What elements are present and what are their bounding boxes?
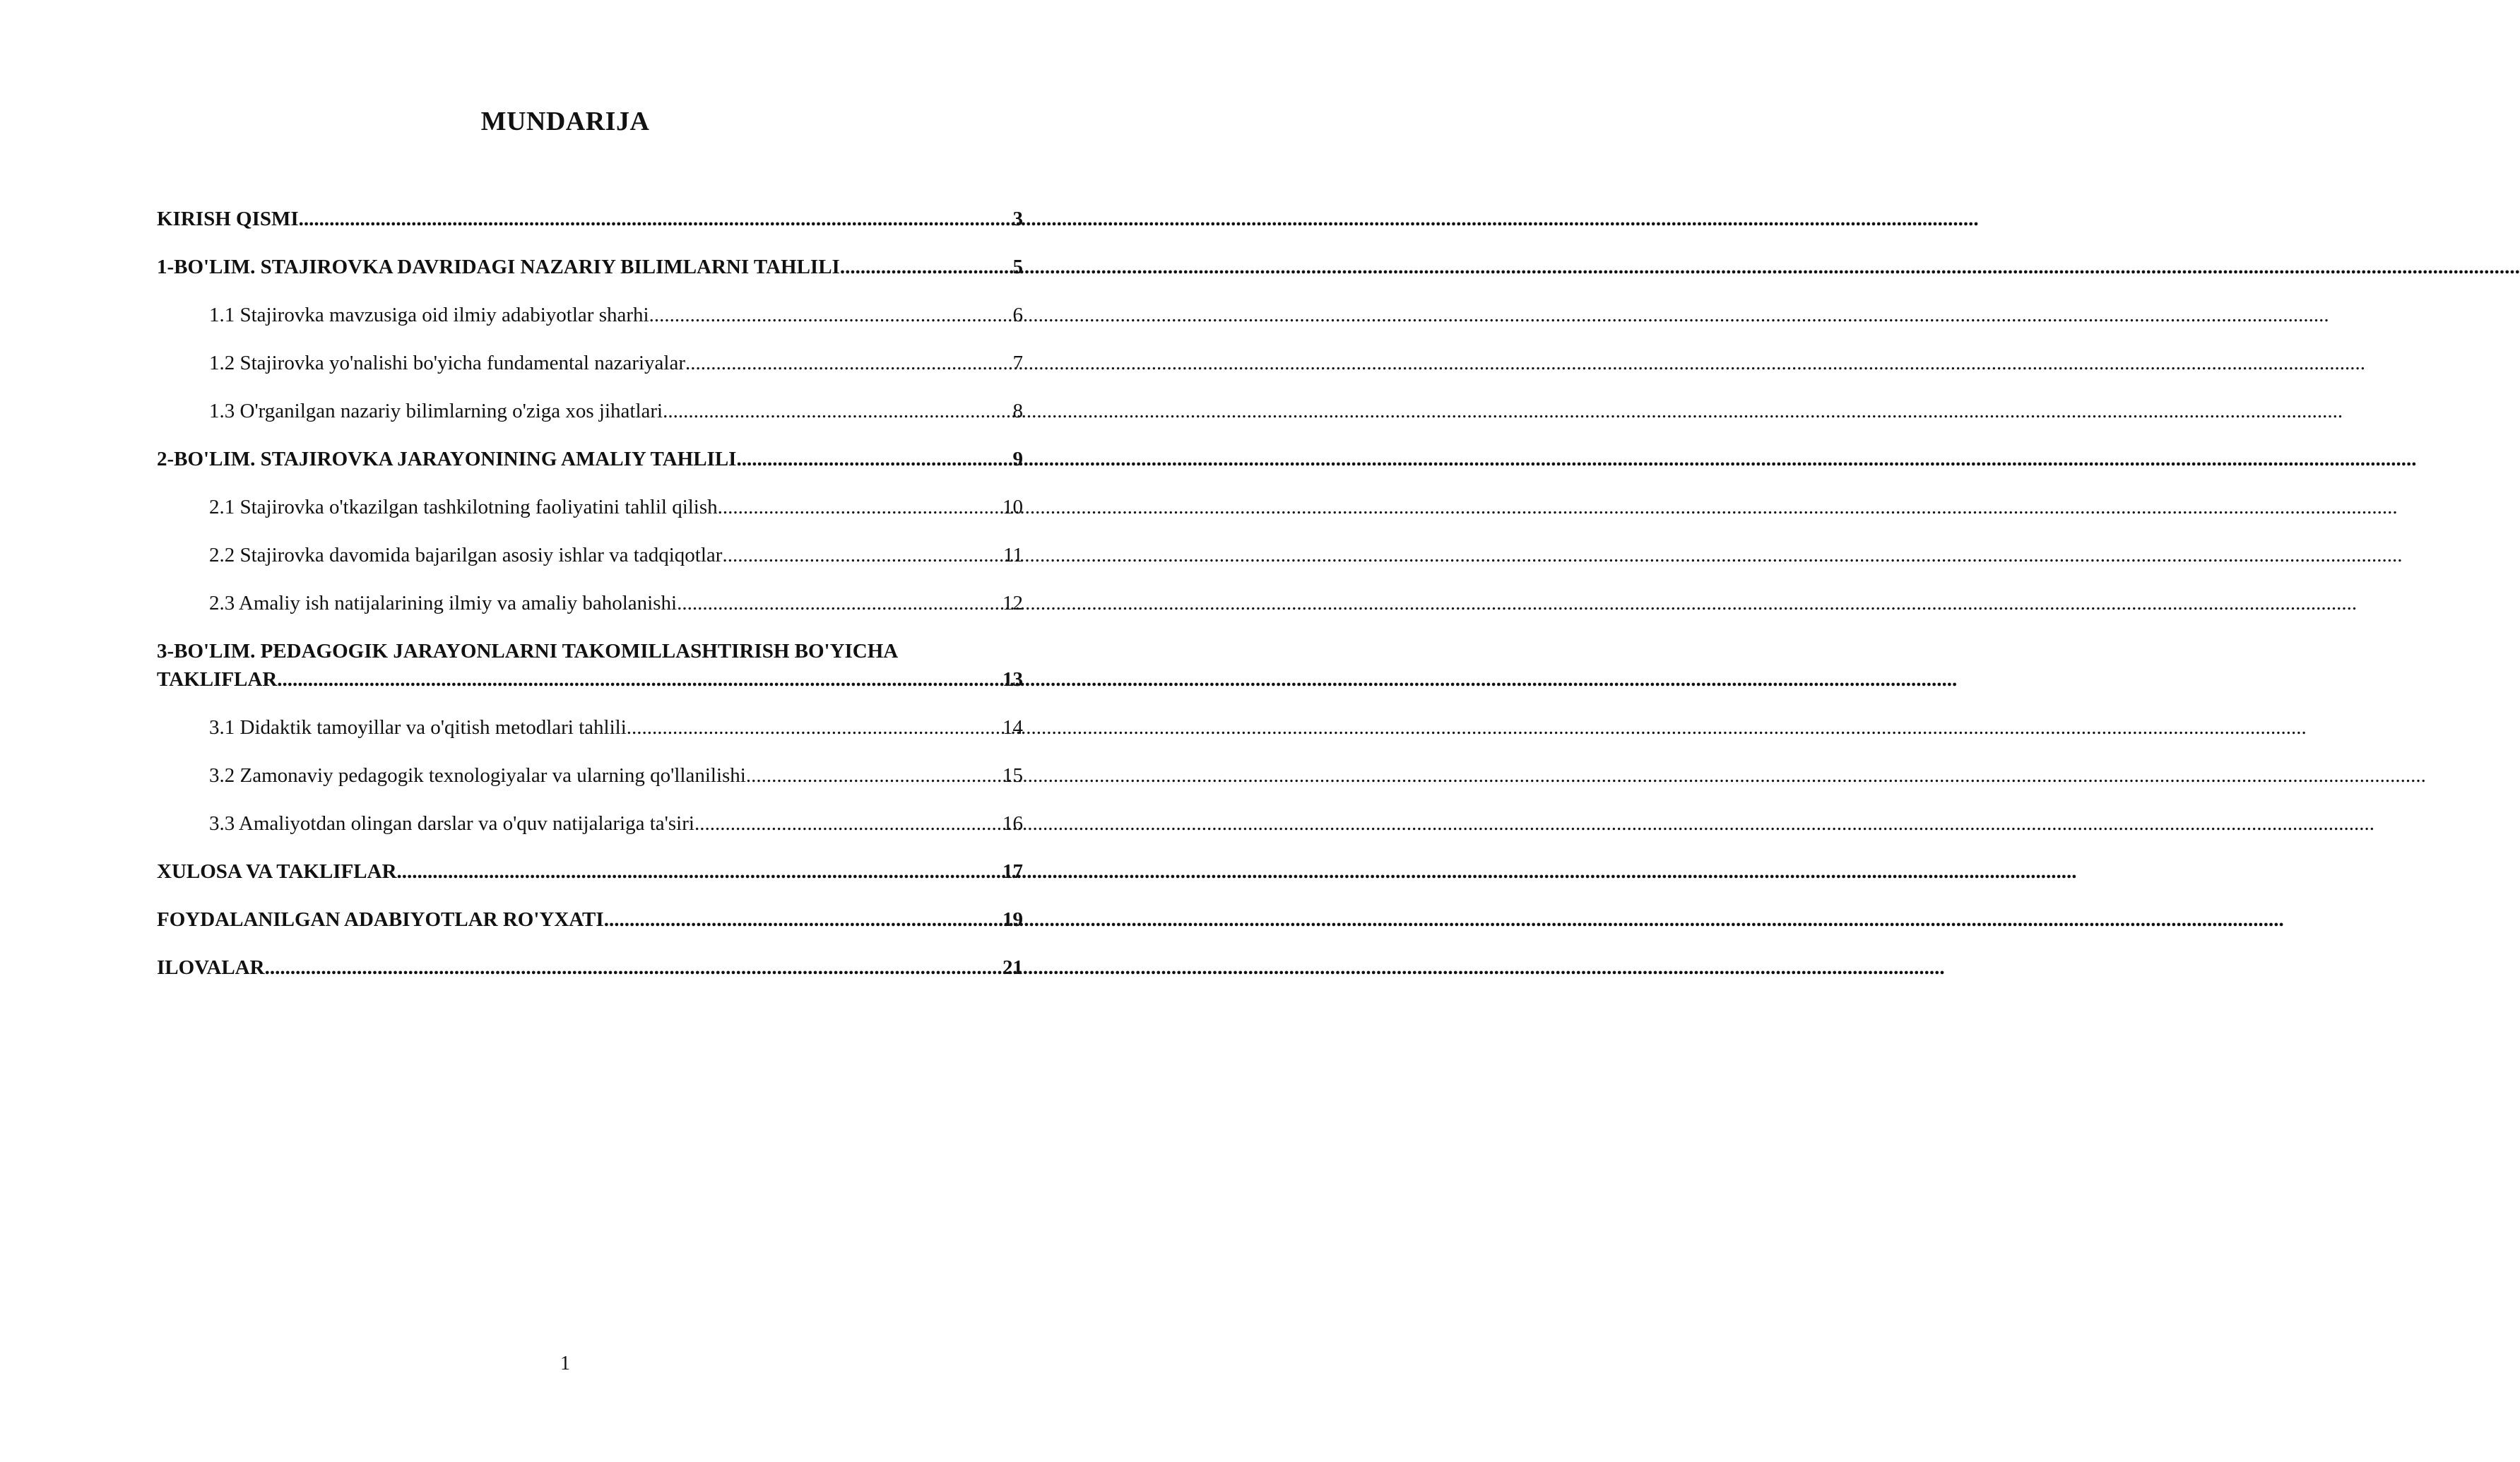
toc-entry-label: 2-BO'LIM. STAJIROVKA JARAYONINING AMALIY TAHLILI [157,448,737,470]
toc-entry-label: 2.1 Stajirovka o'tkazilgan tashkilotning faoliyatini tahlil qilish [209,496,718,518]
toc-entry-label: 3.3 Amaliyotdan olingan darslar va o'quv natijalariga ta'siri [209,812,694,835]
toc-entry-chapter-3[interactable] [157,637,1023,694]
toc-entry-page: 15 [1002,764,1023,787]
toc-leader-dots [694,809,1001,838]
toc-entry-section-2-1[interactable] [157,493,1023,521]
toc-leader-dots [746,761,1001,790]
toc-entry-section-1-1[interactable] [157,301,1023,329]
toc-entry-page: 6 [1012,304,1023,326]
toc-leader-dots [718,493,1001,521]
toc-leader-dots [627,713,1001,742]
toc-entry-page: 11 [1003,544,1023,566]
page-title: MUNDARIJA [480,107,650,136]
page-number: 1 [560,1353,570,1374]
toc-entry-page: 17 [1002,860,1023,883]
toc-leader-dots [722,541,1002,569]
toc-leader-dots [397,857,1001,886]
toc-entry-page: 10 [1002,496,1023,518]
toc-entry-conclusion[interactable] [157,857,1023,886]
toc-entry-section-3-2[interactable] [157,761,1023,790]
toc-entry-page: 19 [1002,908,1023,931]
toc-entry-page: 16 [1002,812,1023,835]
toc-entry-chapter-2[interactable] [157,445,1023,473]
toc-entry-page: 12 [1002,592,1023,614]
toc-entry-section-1-3[interactable] [157,397,1023,425]
toc-entry-kirish[interactable] [157,205,1023,233]
toc-entry-label: XULOSA VA TAKLIFLAR [157,860,397,883]
toc-entry-label: 1.3 O'rganilgan nazariy bilimlarning o'ziga xos jihatlari [209,400,663,422]
toc-entry-page: 5 [1012,256,1023,278]
toc-entry-label-line2: TAKLIFLAR [157,668,278,691]
toc-leader-dots [265,953,1001,982]
toc-leader-dots [663,397,1011,425]
toc-entry-section-1-2[interactable] [157,349,1023,377]
toc-entry-section-3-1[interactable] [157,713,1023,742]
toc-entry-label: ILOVALAR [157,956,265,979]
toc-entry-label: 1-BO'LIM. STAJIROVKA DAVRIDAGI NAZARIY BILIMLARNI TAHLILI [157,256,840,278]
toc-entry-page: 14 [1002,716,1023,739]
toc-leader-dots [277,665,1001,694]
toc-entry-label: 3.2 Zamonaviy pedagogik texnologiyalar va ularning qo'llanilishi [209,764,746,787]
toc-entry-chapter-1[interactable] [157,253,1023,281]
toc-leader-dots [299,205,1012,233]
toc-leader-dots [649,301,1012,329]
toc-entry-appendices[interactable] [157,953,1023,982]
toc-entry-label: 2.3 Amaliy ish natijalarining ilmiy va amaliy baholanishi [209,592,678,614]
toc-entry-label: 1.2 Stajirovka yo'nalishi bo'yicha fundamental nazariyalar [209,352,686,374]
toc-entry-page: 13 [1002,668,1023,691]
toc-entry-section-2-2[interactable] [157,541,1023,569]
toc-entry-section-3-3[interactable] [157,809,1023,838]
toc-leader-dots [736,445,1011,473]
toc-entry-page: 9 [1012,448,1023,470]
toc-entry-label: 2.2 Stajirovka davomida bajarilgan asosiy ishlar va tadqiqotlar [209,544,723,566]
toc-entry-page: 3 [1012,208,1023,230]
toc-entry-section-2-3[interactable] [157,589,1023,617]
table-of-contents [157,205,1023,1002]
toc-leader-dots [677,589,1001,617]
toc-entry-label: 1.1 Stajirovka mavzusiga oid ilmiy adabiyotlar sharhi [209,304,649,326]
toc-entry-page: 8 [1012,400,1023,422]
toc-entry-label-line1: 3-BO'LIM. PEDAGOGIK JARAYONLARNI TAKOMILLASHTIRISH BO'YICHA [157,640,899,662]
toc-leader-dots [604,905,1001,934]
toc-entry-label: FOYDALANILGAN ADABIYOTLAR RO'YXATI [157,908,604,931]
toc-leader-dots [685,349,1011,377]
document-page [0,0,1130,1462]
toc-entry-references[interactable] [157,905,1023,934]
toc-entry-page: 21 [1002,956,1023,979]
toc-entry-page: 7 [1012,352,1023,374]
toc-entry-label: KIRISH QISMI [157,208,299,230]
toc-entry-label: 3.1 Didaktik tamoyillar va o'qitish metodlari tahlili [209,716,627,739]
toc-leader-dots [840,253,1012,281]
